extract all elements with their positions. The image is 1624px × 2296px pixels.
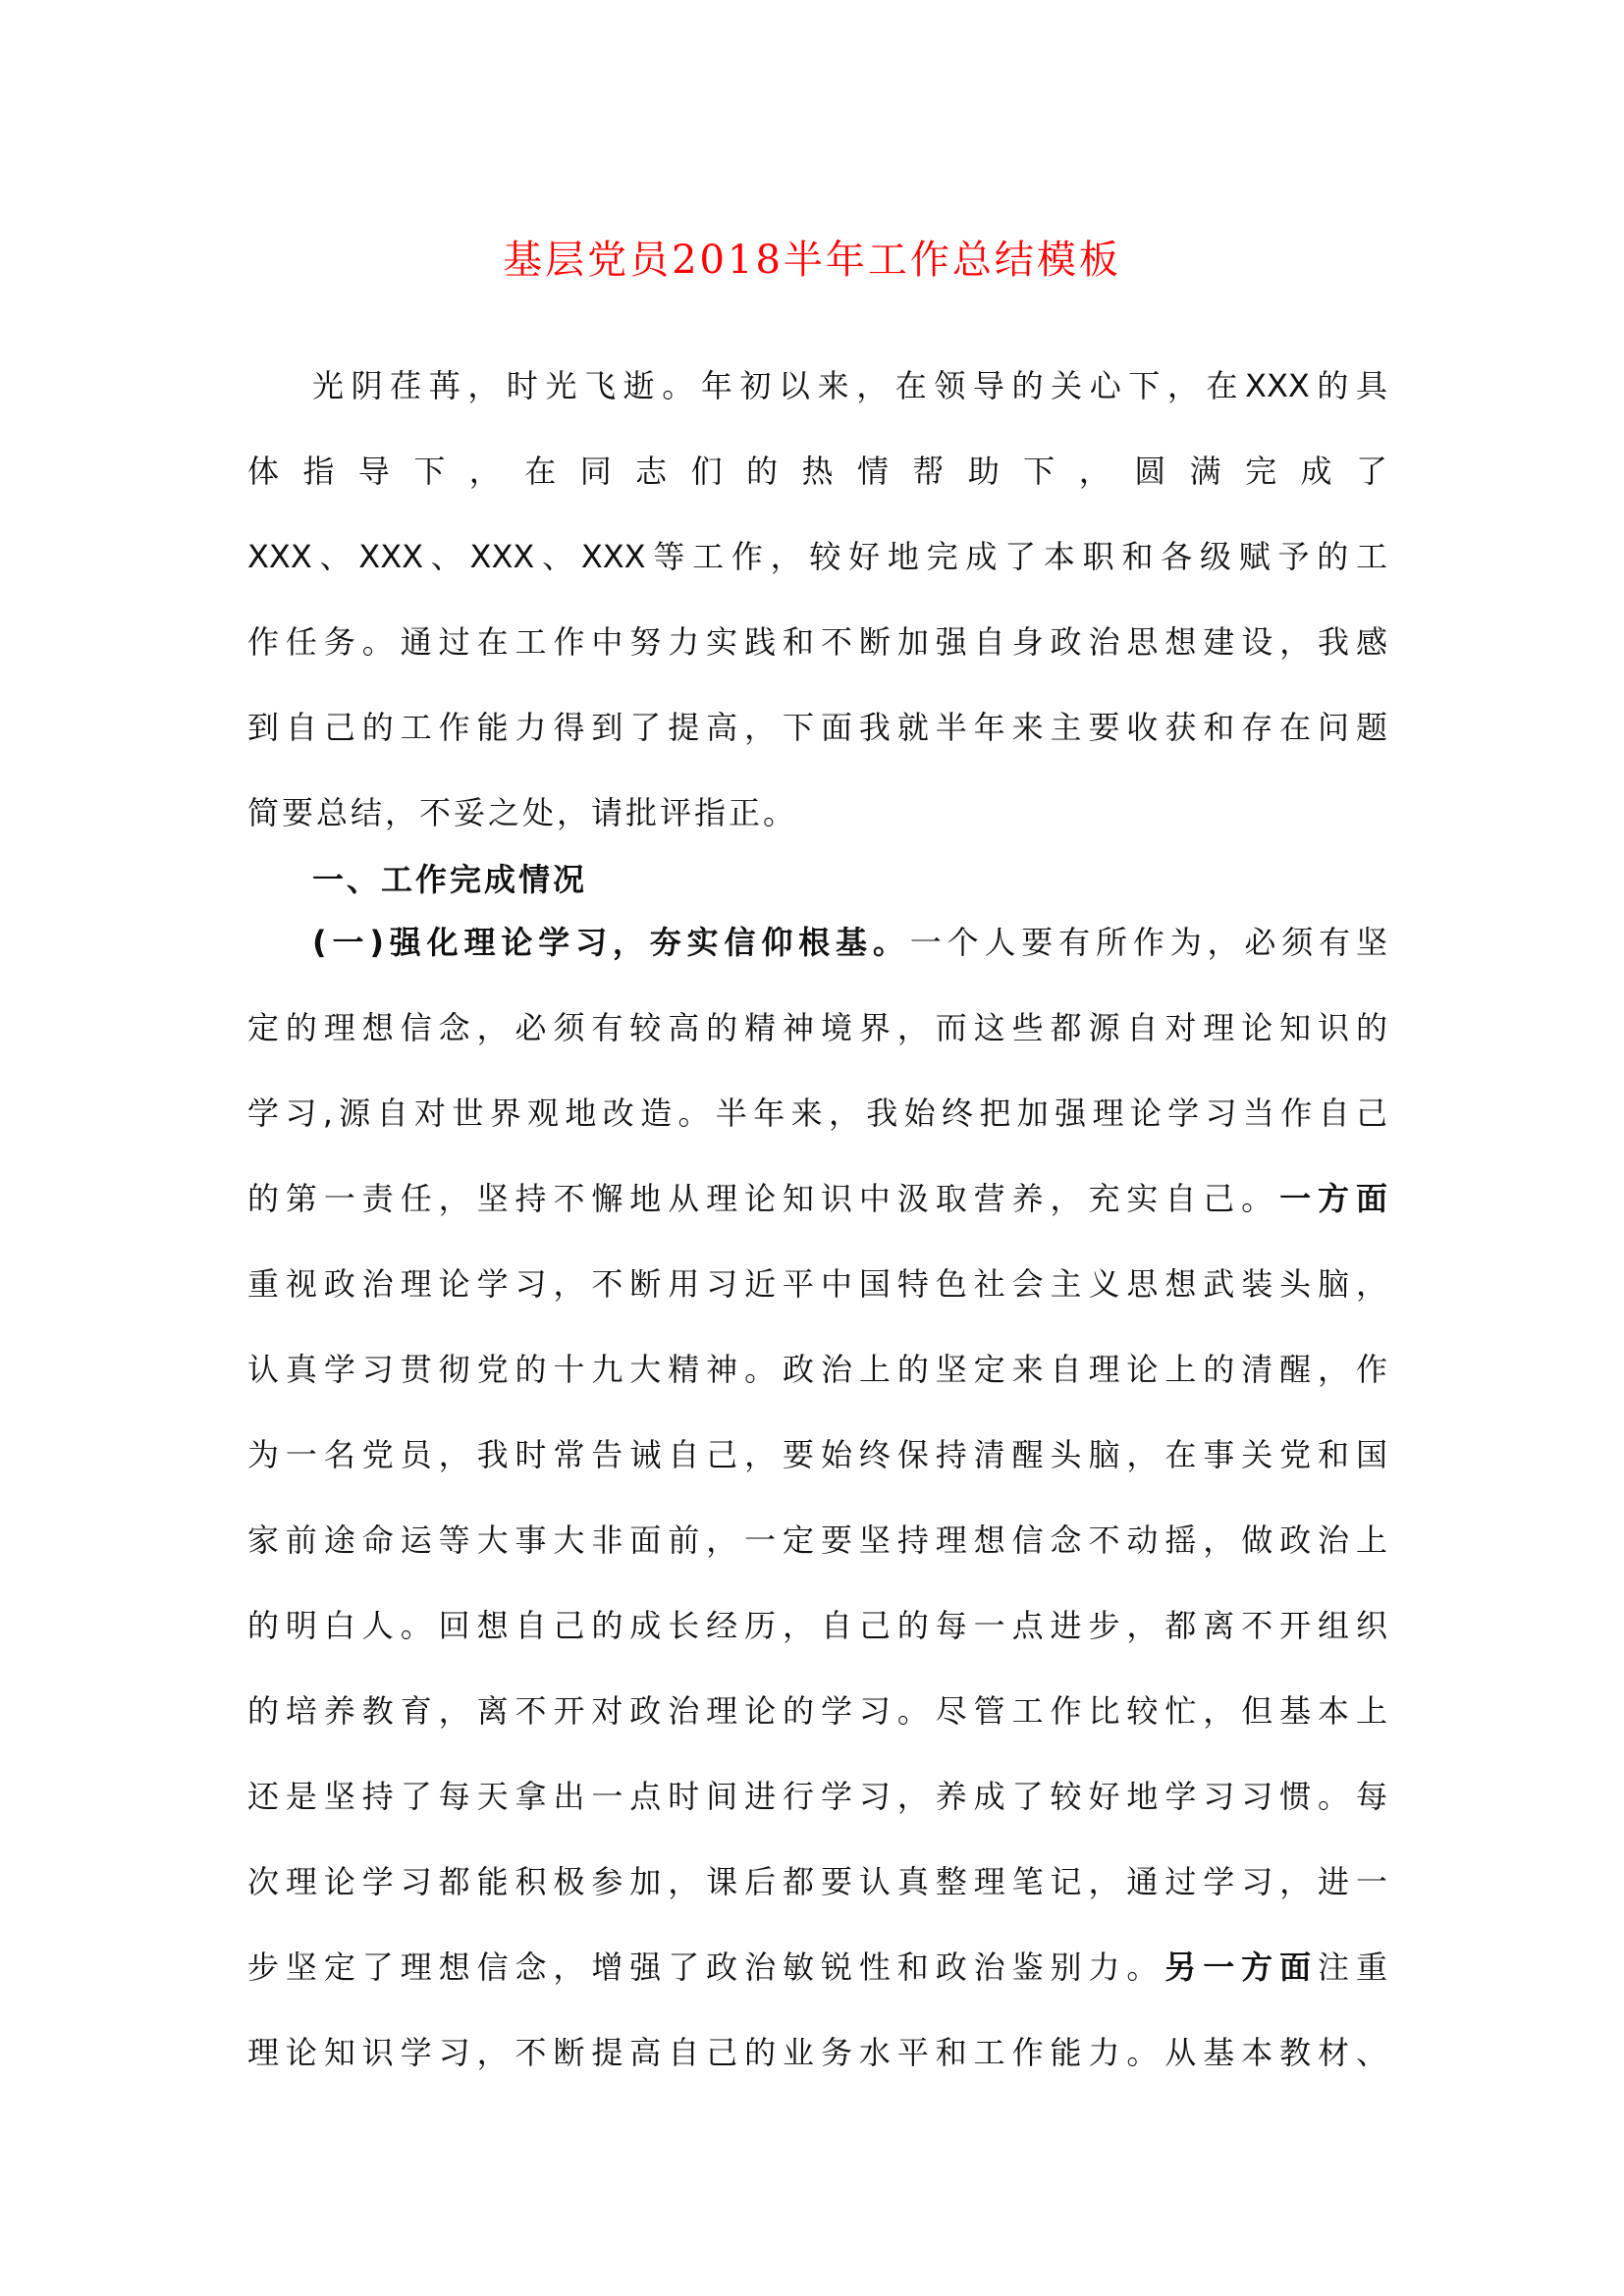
- text-line: [247, 1946, 1387, 1989]
- text-line: [247, 620, 1387, 664]
- text-segment: 重视政治理论学习，不断用习近平中国特色社会主义思想武装头脑，: [247, 1265, 1387, 1303]
- bold-text: 一方面: [1279, 1180, 1387, 1217]
- text-segment: 的第一责任，坚持不懈地从理论知识中汲取营养，充实自己。: [247, 1180, 1280, 1217]
- text-line: [247, 1092, 1387, 1135]
- text-segment: 简要总结，不妥之处，请批评指正。: [247, 794, 798, 831]
- text-segment: 光阴荏苒，时光飞逝。年初以来，在领导的关心下，在XXX的具: [312, 367, 1387, 404]
- text-segment: 注重: [1318, 1949, 1387, 1986]
- text-line: [247, 1519, 1387, 1562]
- text-segment: 的培养教育，离不开对政治理论的学习。尽管工作比较忙，但基本上: [247, 1692, 1387, 1730]
- text-segment: 步坚定了理想信念，增强了政治敏锐性和政治鉴别力。: [247, 1949, 1165, 1986]
- text-line: [247, 1177, 1387, 1220]
- text-line: [247, 1860, 1387, 1903]
- text-line: [247, 1006, 1387, 1049]
- text-line: [312, 858, 1387, 901]
- text-segment: 的明白人。回想自己的成长经历，自己的每一点进步，都离不开组织: [247, 1607, 1387, 1644]
- text-segment: 到自己的工作能力得到了提高，下面我就半年来主要收获和存在问题: [247, 709, 1387, 746]
- text-line: [247, 1775, 1387, 1818]
- text-line: [247, 1348, 1387, 1391]
- text-segment: 定的理想信念，必须有较高的精神境界，而这些都源自对理论知识的: [247, 1009, 1387, 1046]
- text-segment: 次理论学习都能积极参加，课后都要认真整理笔记，通过学习，进一: [247, 1863, 1387, 1900]
- text-segment: 为一名党员，我时常告诫自己，要始终保持清醒头脑，在事关党和国: [247, 1436, 1387, 1473]
- text-line: [247, 1689, 1387, 1733]
- text-line: [247, 2031, 1387, 2074]
- text-segment: 认真学习贯彻党的十九大精神。政治上的坚定来自理论上的清醒，作: [247, 1351, 1387, 1388]
- text-line: [247, 1433, 1387, 1476]
- text-line: [247, 706, 1387, 749]
- text-segment: 家前途命运等大事大非面前，一定要坚持理想信念不动摇，做政治上: [247, 1522, 1387, 1559]
- text-segment: 体指导下，在同志们的热情帮助下，圆满完成了: [247, 453, 1387, 490]
- bold-text: (一)强化理论学习，夯实信仰根基。: [312, 924, 910, 961]
- text-line: [247, 1262, 1387, 1306]
- text-segment: XXX、XXX、XXX、XXX等工作，较好地完成了本职和各级赋予的工: [247, 538, 1387, 575]
- text-segment: 学习,源自对世界观地改造。半年来，我始终把加强理论学习当作自己: [247, 1095, 1387, 1132]
- text-segment: 作任务。通过在工作中努力实践和不断加强自身政治思想建设，我感: [247, 623, 1387, 661]
- bold-text: 另一方面: [1164, 1949, 1319, 1986]
- text-line: [247, 450, 1387, 493]
- text-line: [247, 1604, 1387, 1647]
- text-line: [312, 921, 1387, 964]
- text-segment: 一个人要有所作为，必须有坚: [909, 924, 1387, 961]
- document-title: 基层党员2018半年工作总结模板: [503, 238, 1121, 283]
- text-segment: 还是坚持了每天拿出一点时间进行学习，养成了较好地学习习惯。每: [247, 1778, 1387, 1815]
- text-line: [247, 791, 1387, 834]
- text-line: [312, 364, 1387, 407]
- bold-text: 一、工作完成情况: [312, 861, 588, 898]
- text-line: [247, 535, 1387, 578]
- text-segment: 理论知识学习，不断提高自己的业务水平和工作能力。从基本教材、: [247, 2034, 1387, 2071]
